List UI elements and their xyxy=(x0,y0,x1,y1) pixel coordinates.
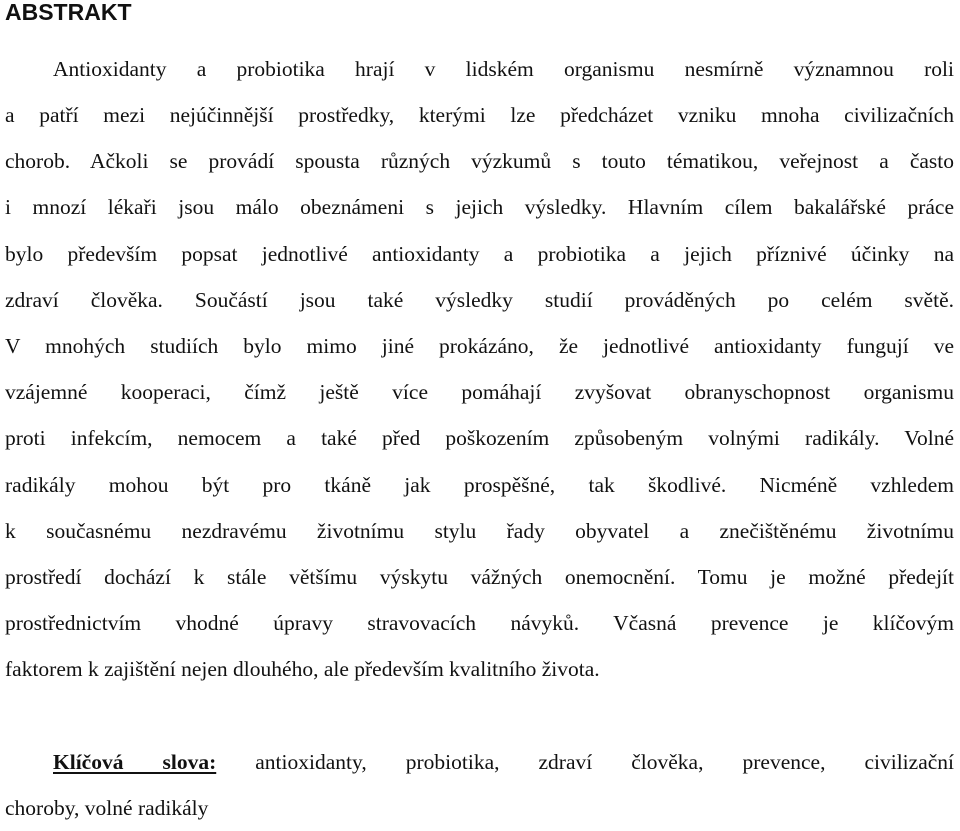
abstract-line-9: proti infekcím, nemocem a také před poškozením způsobeným volnými radikály. Volné xyxy=(5,426,954,450)
keywords-line-1 xyxy=(53,739,954,785)
abstract-line-1: Antioxidanty a probiotika hrají v lidském organismu nesmírně významnou roli xyxy=(53,57,954,81)
abstract-line-5: bylo především popsat jednotlivé antioxidanty a probiotika a jejich příznivé účinky na xyxy=(5,242,954,266)
abstract-line-14: faktorem k zajištění nejen dlouhého, ale především kvalitního života. xyxy=(5,657,600,681)
abstract-line-10: radikály mohou být pro tkáně jak prospěšné, tak škodlivé. Nicméně vzhledem xyxy=(5,473,954,497)
abstract-line-11: k současnému nezdravému životnímu stylu řady obyvatel a znečištěnému životnímu xyxy=(5,519,954,543)
keywords-line-2: choroby, volné radikály xyxy=(5,796,209,820)
keywords-list-part-1: antioxidanty, probiotika, zdraví člověka, prevence, civilizační xyxy=(255,750,954,774)
page-title: ABSTRAKT xyxy=(5,0,132,25)
abstract-line-3: chorob. Ačkoli se provádí spousta různých výzkumů s touto tématikou, veřejnost a často xyxy=(5,149,954,173)
keywords-label: Klíčová slova: xyxy=(53,750,217,774)
abstract-line-6: zdraví člověka. Součástí jsou také výsledky studií prováděných po celém světě. xyxy=(5,288,954,312)
abstract-line-8: vzájemné kooperaci, čímž ještě více pomáhají zvyšovat obranyschopnost organismu xyxy=(5,380,954,404)
abstract-line-7: V mnohých studiích bylo mimo jiné prokázáno, že jednotlivé antioxidanty fungují ve xyxy=(5,334,954,358)
abstract-line-2: a patří mezi nejúčinnější prostředky, kterými lze předcházet vzniku mnoha civilizačních xyxy=(5,103,954,127)
abstract-line-12: prostředí dochází k stále většímu výskytu vážných onemocnění. Tomu je možné předejít xyxy=(5,565,954,589)
abstract-line-4: i mnozí lékaři jsou málo obeznámeni s jejich výsledky. Hlavním cílem bakalářské práce xyxy=(5,195,954,219)
abstract-line-13: prostřednictvím vhodné úpravy stravovacích návyků. Včasná prevence je klíčovým xyxy=(5,611,954,635)
